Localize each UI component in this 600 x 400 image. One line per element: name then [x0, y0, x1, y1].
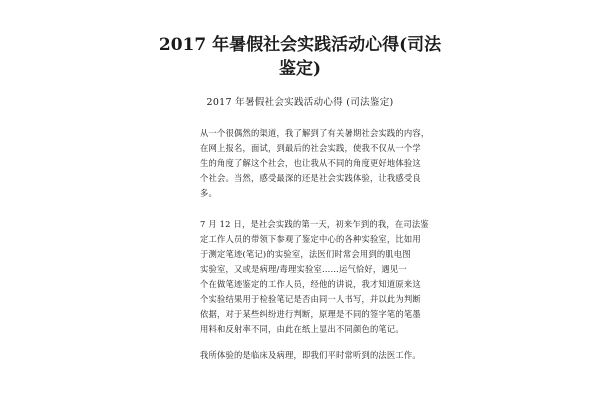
paragraph-line: 个实验结果用于检验笔记是否由同一人书写，并以此为判断 — [200, 294, 421, 304]
paragraph-line: 7 月 12 日，是社会实践的第一天，初来乍到的我，在司法鉴 — [200, 219, 429, 229]
paragraph-line: 依据，对于某些纠纷进行判断，原理是不同的签字笔的笔墨 — [200, 309, 421, 319]
paragraph-line: 在网上报名，面试，到最后的社会实践，使我不仅从一个学 — [200, 143, 421, 153]
paragraph-line: 生的角度了解这个社会，也让我从不同的角度更好地体验这 — [200, 158, 421, 168]
document-title-line-2: 鉴定) — [278, 59, 322, 79]
paragraph-line: 定工作人员的带领下参观了鉴定中心的各种实验室，比如用 — [200, 234, 421, 244]
paragraph-1 — [200, 126, 430, 201]
paragraph-line: 个社会。当然，感受最深的还是社会实践体验，让我感受良 — [200, 173, 421, 183]
paragraph-3 — [200, 348, 420, 363]
paragraph-line: 实验室，又或是病理/毒理实验室……运气恰好，遇见一 — [200, 264, 407, 274]
document-subtitle: 2017 年暑假社会实践活动心得 (司法鉴定) — [206, 97, 394, 108]
document-title-line-1: 2017 年暑假社会实践活动心得(司法 — [158, 35, 442, 55]
paragraph-line: 我所体验的是临床及病理，即我们平时常听到的法医工作。 — [200, 350, 421, 360]
paragraph-line: 个在做笔迹鉴定的工作人员，经他的讲说，我才知道原来这 — [200, 279, 421, 289]
paragraph-2 — [200, 217, 429, 337]
paragraph-line: 多。 — [200, 188, 217, 198]
paragraph-line: 用料和反射率不同，由此在纸上显出不同颜色的笔记。 — [200, 324, 404, 334]
paragraph-line: 从一个很偶然的渠道，我了解到了有关暑期社会实践的内容， — [200, 128, 430, 138]
paragraph-line: 于测定笔迹(笔记)的实验室，法医们时常会用到的肌电图 — [200, 249, 411, 259]
